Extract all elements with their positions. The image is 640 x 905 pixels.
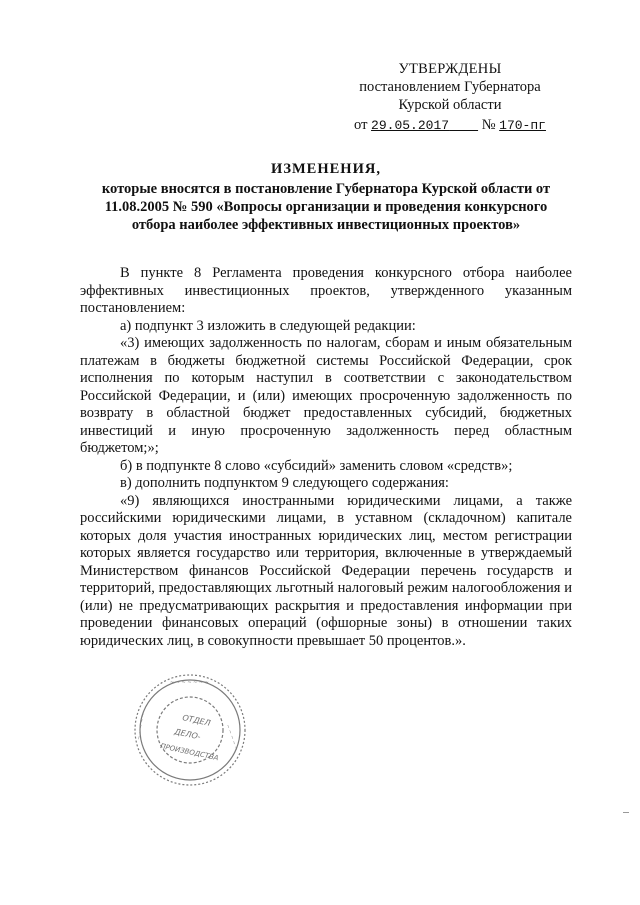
paragraph-intro: В пункте 8 Регламента проведения конкурсного отбора наиболее эффективных инвестиционных проектов, утвержденного указанным постановлением:: [80, 265, 572, 316]
approval-heading: УТВЕРЖДЕНЫ: [398, 61, 502, 77]
stamp-text-2: ДЕЛО-: [173, 727, 202, 742]
date-prefix: от: [354, 117, 368, 133]
stamp-text-1: ОТДЕЛ: [181, 713, 212, 728]
stamp-text-3: ПРОИЗВОДСТВА: [159, 742, 220, 763]
paragraph-c: в) дополнить подпунктом 9 следующего содержания:: [120, 475, 449, 491]
title-line-3: отбора наиболее эффективных инвестиционных проектов»: [131, 217, 521, 233]
number-prefix: №: [481, 117, 496, 133]
document-body: [80, 265, 572, 650]
svg-text:~ ~ ~ ~ ~: ~ ~ ~ ~ ~: [136, 712, 147, 741]
official-stamp: [130, 670, 250, 790]
stamp-seal-icon: [130, 670, 250, 790]
document-title: [80, 160, 572, 234]
approval-date-line: [330, 116, 570, 135]
paragraph-a: а) подпункт 3 изложить в следующей редакции:: [120, 317, 416, 334]
paragraph-b: б) в подпункте 8 слово «субсидий» заменить словом «средств»;: [120, 457, 513, 474]
paragraph-a-text: «3) имеющих задолженность по налогам, сборам и иным обязательным платежам в бюджеты бюджетной системы Российской Федерации, срок исполнения по которым наступил в соответствии с законодательством Российской Федерации, и (или) имеющих просроченную задолженность по возврату в областной бюджет предоставленных субсидий, бюджетных инвестиций и иную просроченную задолженность перед областным бюджетом;»;: [80, 335, 572, 456]
approval-date: 29.05.2017: [371, 118, 450, 133]
approval-block: [330, 60, 570, 135]
scan-mark: [623, 812, 629, 813]
svg-text:~ ~ ~ ~ ~: ~ ~ ~ ~ ~: [224, 723, 240, 752]
approval-number: 170-пг: [499, 118, 546, 133]
title-line-2: 11.08.2005 № 590 «Вопросы организации и проведения конкурсного: [104, 199, 548, 215]
title-line-1: которые вносятся в постановление Губернатора Курской области от: [101, 181, 551, 197]
paragraph-c-text: «9) являющихся иностранными юридическими лицами, а также российскими юридическими лицами, в уставном (складочном) капитале которых доля участия иностранных юридических лиц, местом регистрации которых является государство или территория, включенные в утверждаемый Министерством финансов Российской Федерации перечень государств и территорий, предоставляющих льготный налоговый режим налогообложения и (или) не предусматривающих раскрытия и предоставления информации при проведении финансовых операций (офшорные зоны) в отношении таких юридических лиц, в совокупности превышает 50 процентов.».: [80, 492, 572, 649]
approval-line-1: постановлением Губернатора: [359, 79, 541, 95]
approval-line-2: Курской области: [398, 97, 502, 113]
title-main: ИЗМЕНЕНИЯ,: [271, 161, 381, 177]
svg-text:~ ~ ~ ~ ~ ~ ~: ~ ~ ~ ~ ~ ~ ~: [170, 680, 209, 686]
